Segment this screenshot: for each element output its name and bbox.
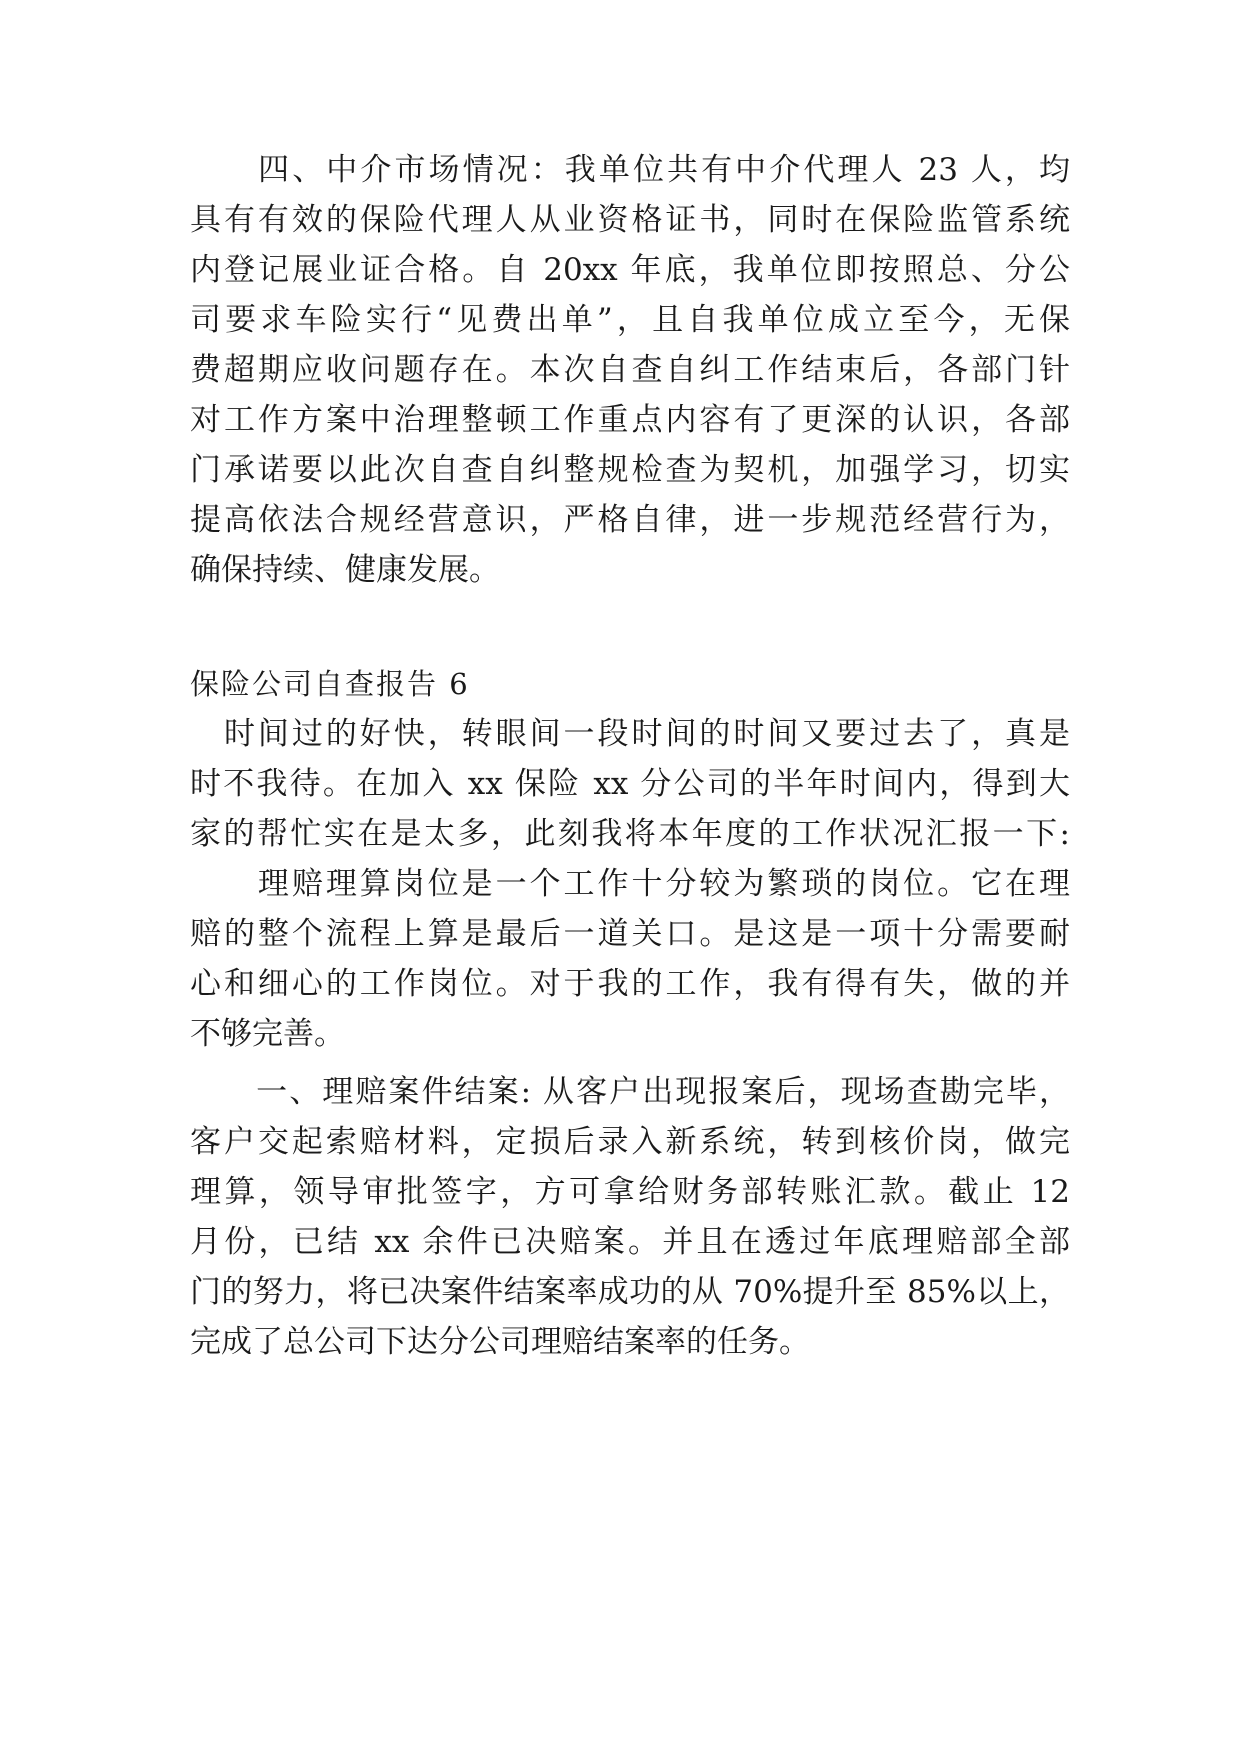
text-line: 内登记展业证合格。自 20xx 年底，我单位即按照总、分公 (190, 252, 1070, 288)
text-line: 提高依法合规经营意识，严格自律，进一步规范经营行为， (190, 502, 1070, 538)
text-line: 确保持续、健康发展。 (190, 552, 500, 588)
text-line: 家的帮忙实在是太多，此刻我将本年度的工作状况汇报一下: (190, 816, 1070, 852)
text-line: 费超期应收问题存在。本次自查自纠工作结束后，各部门针 (190, 352, 1070, 388)
text-line: 完成了总公司下达分公司理赔结案率的任务。 (190, 1324, 810, 1360)
text-line: 门的努力，将已决案件结案率成功的从 70%提升至 85%以上， (190, 1274, 1070, 1310)
text-line: 司要求车险实行“见费出单”，且自我单位成立至今，无保 (190, 302, 1070, 338)
text-line: 不够完善。 (190, 1016, 345, 1052)
text-line: 客户交起索赔材料，定损后录入新系统，转到核价岗，做完 (190, 1124, 1070, 1160)
text-line: 具有有效的保险代理人从业资格证书，同时在保险监管系统 (190, 202, 1070, 238)
text-line: 赔的整个流程上算是最后一道关口。是这是一项十分需要耐 (190, 916, 1070, 952)
text-line: 一、理赔案件结案: 从客户出现报案后，现场查勘完毕， (190, 1074, 1070, 1110)
text-line: 时不我待。在加入 xx 保险 xx 分公司的半年时间内，得到大 (190, 766, 1070, 802)
text-line: 心和细心的工作岗位。对于我的工作，我有得有失，做的并 (190, 966, 1070, 1002)
text-line: 对工作方案中治理整顿工作重点内容有了更深的认识，各部 (190, 402, 1070, 438)
text-line: 月份，已结 xx 余件已决赔案。并且在透过年底理赔部全部 (190, 1224, 1070, 1260)
text-line: 理赔理算岗位是一个工作十分较为繁琐的岗位。它在理 (190, 866, 1070, 902)
text-line: 时间过的好快，转眼间一段时间的时间又要过去了，真是 (190, 716, 1070, 752)
section-heading: 保险公司自查报告 6 (190, 667, 470, 701)
text-line: 门承诺要以此次自查自纠整规检查为契机，加强学习，切实 (190, 452, 1070, 488)
text-line: 理算，领导审批签字，方可拿给财务部转账汇款。截止 12 (190, 1174, 1070, 1210)
text-line: 四、中介市场情况：我单位共有中介代理人 23 人，均 (190, 152, 1070, 188)
